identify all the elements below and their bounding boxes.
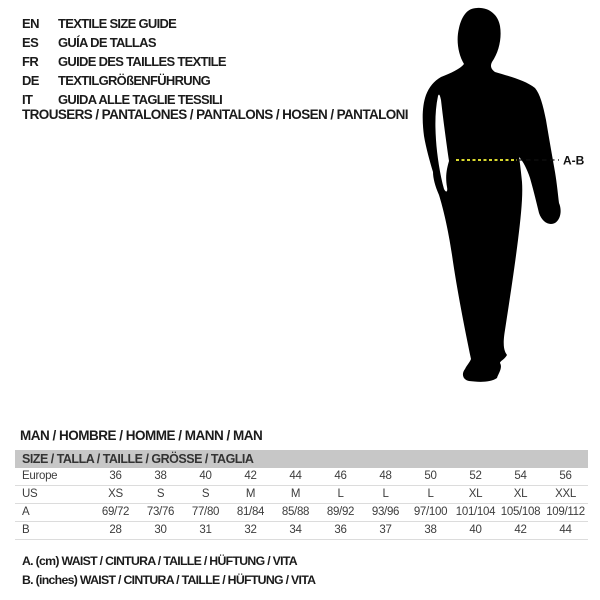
- language-label: TEXTILE SIZE GUIDE: [58, 16, 177, 31]
- language-row: [22, 52, 226, 71]
- table-cell: 42: [244, 470, 257, 482]
- man-silhouette-icon: [380, 0, 600, 420]
- language-row: [22, 33, 226, 52]
- table-row: [15, 504, 588, 522]
- size-table-header: SIZE / TALLA / TAILLE / GRÖSSE / TAGLIA: [15, 450, 588, 468]
- row-label: A: [22, 506, 30, 518]
- table-cell: L: [337, 488, 344, 500]
- table-cell: 105/108: [500, 506, 541, 518]
- table-cell: 37: [379, 524, 392, 536]
- language-code: FR: [22, 54, 39, 69]
- table-cell: 38: [154, 470, 167, 482]
- table-cell: XL: [468, 488, 483, 500]
- table-cell: L: [427, 488, 434, 500]
- table-cell: M: [245, 488, 256, 500]
- table-cell: 56: [559, 470, 572, 482]
- row-label: Europe: [22, 470, 58, 482]
- table-cell: 40: [469, 524, 482, 536]
- man-silhouette-shape: [423, 8, 561, 382]
- table-cell: 50: [424, 470, 437, 482]
- table-cell: S: [201, 488, 210, 500]
- table-cell: 44: [559, 524, 572, 536]
- table-cell: 77/80: [191, 506, 220, 518]
- table-cell: 73/76: [146, 506, 175, 518]
- man-silhouette-figure: [380, 0, 600, 420]
- table-cell: 93/96: [371, 506, 400, 518]
- size-table-body: [15, 468, 588, 540]
- table-row: [15, 468, 588, 486]
- measurement-notes: [22, 552, 315, 589]
- table-cell: 31: [199, 524, 212, 536]
- table-cell: 28: [109, 524, 122, 536]
- language-label: GUIDA ALLE TAGLIE TESSILI: [58, 92, 223, 107]
- table-cell: 97/100: [413, 506, 448, 518]
- table-row: [15, 522, 588, 540]
- row-label: US: [22, 488, 38, 500]
- table-cell: 44: [289, 470, 302, 482]
- table-cell: 42: [514, 524, 527, 536]
- table-cell: 69/72: [101, 506, 130, 518]
- table-cell: S: [156, 488, 165, 500]
- note-line: A. (cm) WAIST / CINTURA / TAILLE / HÜFTUNG / VITA: [22, 554, 297, 568]
- table-cell: 38: [424, 524, 437, 536]
- table-cell: 36: [109, 470, 122, 482]
- table-cell: 52: [469, 470, 482, 482]
- table-cell: 109/112: [546, 506, 585, 518]
- table-cell: 101/104: [455, 506, 496, 518]
- language-code: ES: [22, 35, 39, 50]
- table-cell: 48: [379, 470, 392, 482]
- table-cell: 40: [199, 470, 212, 482]
- table-cell: 36: [334, 524, 347, 536]
- table-cell: 32: [244, 524, 257, 536]
- table-row: [15, 486, 588, 504]
- table-cell: 89/92: [326, 506, 355, 518]
- measure-label: A-B: [563, 153, 585, 168]
- table-cell: XS: [108, 488, 123, 500]
- language-list: [22, 14, 226, 109]
- row-label: B: [22, 524, 30, 536]
- language-code: EN: [22, 16, 39, 31]
- garment-title: TROUSERS / PANTALONES / PANTALONS / HOSEN / PANTALONI: [22, 107, 408, 122]
- table-cell: L: [382, 488, 389, 500]
- language-row: [22, 71, 226, 90]
- language-label: GUÍA DE TALLAS: [58, 35, 156, 50]
- table-cell: 81/84: [236, 506, 265, 518]
- size-table: [15, 450, 588, 540]
- table-cell: 30: [154, 524, 167, 536]
- table-cell: XL: [513, 488, 528, 500]
- language-code: DE: [22, 73, 39, 88]
- table-cell: 34: [289, 524, 302, 536]
- language-label: GUIDE DES TAILLES TEXTILE: [58, 54, 226, 69]
- table-cell: XXL: [555, 488, 576, 500]
- table-cell: 46: [334, 470, 347, 482]
- language-label: TEXTILGRÖßENFÜHRUNG: [58, 73, 211, 88]
- table-cell: M: [290, 488, 301, 500]
- language-code: IT: [22, 92, 33, 107]
- table-cell: 54: [514, 470, 527, 482]
- table-cell: 85/88: [281, 506, 310, 518]
- note-line: B. (inches) WAIST / CINTURA / TAILLE / HÜFTUNG / VITA: [22, 572, 316, 587]
- language-row: [22, 14, 226, 33]
- gender-title: MAN / HOMBRE / HOMME / MANN / MAN: [20, 428, 263, 443]
